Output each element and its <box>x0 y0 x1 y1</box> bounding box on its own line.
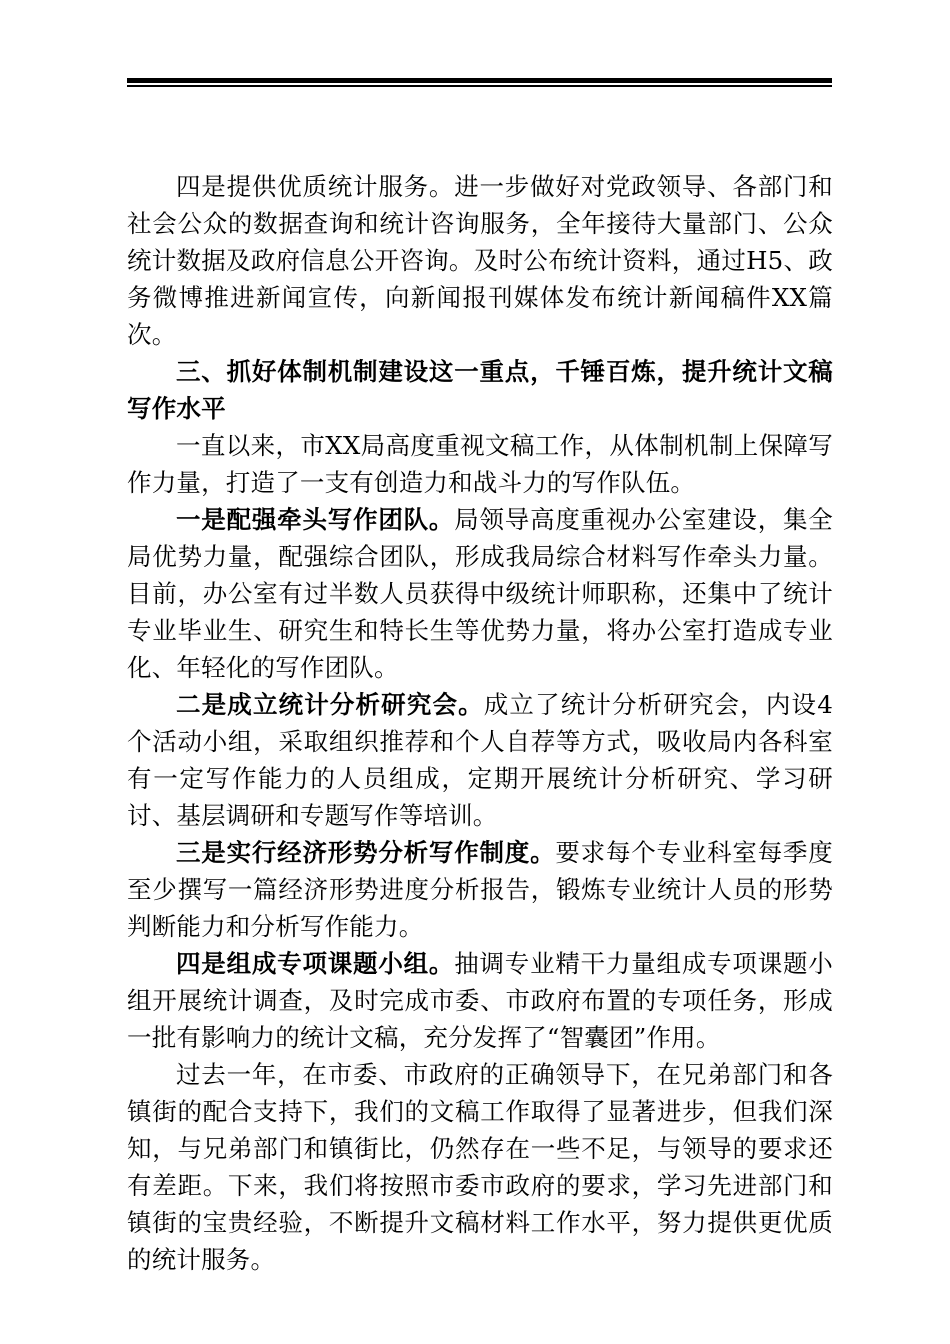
paragraph-text: 四是提供优质统计服务。进一步做好对党政领导、各部门和社会公众的数据查询和统计咨询服务，全年接待大量部门、公众统计数据及政府信息公开咨询。及时公布统计资料，通过H5、政务微博推进新闻宣传，向新闻报刊媒体发布统计新闻稿件XX篇次。 <box>127 172 833 349</box>
paragraph-statistical-services <box>127 168 833 353</box>
paragraph-text: 过去一年，在市委、市政府的正确领导下，在兄弟部门和各镇街的配合支持下，我们的文稿工作取得了显著进步，但我们深知，与兄弟部门和镇街比，仍然存在一些不足，与领导的要求还有差距。下来，我们将按照市委市政府的要求，学习先进部门和镇街的宝贵经验，不断提升文稿材料工作水平，努力提供更优质的统计服务。 <box>127 1060 833 1274</box>
paragraph-text: 抽调专业精干力量组成专项课题小组开展统计调查，及时完成市委、市政府布置的专项任务，形成一批有影响力的统计文稿，充分发挥了“智囊团”作用。 <box>127 949 834 1052</box>
paragraph-lead: 四是组成专项课题小组。 <box>176 949 455 978</box>
paragraph-lead: 一是配强牵头写作团队。 <box>176 505 455 534</box>
paragraph-point-two <box>127 686 833 834</box>
document-body <box>127 168 833 1278</box>
paragraph-point-one <box>127 501 833 686</box>
paragraph-lead: 二是成立统计分析研究会。 <box>176 690 484 719</box>
paragraph-point-three <box>127 834 833 945</box>
section-heading-three <box>127 353 833 427</box>
paragraph-lead: 三是实行经济形势分析写作制度。 <box>176 838 556 867</box>
paragraph-conclusion <box>127 1056 833 1278</box>
paragraph-text: 成立了统计分析研究会，内设4个活动小组，采取组织推荐和个人自荐等方式，吸收局内各科室有一定写作能力的人员组成，定期开展统计分析研究、学习研讨、基层调研和专题写作等培训。 <box>127 690 833 830</box>
header-double-rule <box>127 78 832 87</box>
header-rule-thick <box>127 78 832 83</box>
section-heading-text: 三、抓好体制机制建设这一重点，千锤百炼，提升统计文稿写作水平 <box>127 357 833 423</box>
paragraph-text: 局领导高度重视办公室建设，集全局优势力量，配强综合团队，形成我局综合材料写作牵头力量。目前，办公室有过半数人员获得中级统计师职称，还集中了统计专业毕业生、研究生和特长生等优势力量，将办公室打造成专业化、年轻化的写作团队。 <box>127 505 834 682</box>
paragraph-point-four <box>127 945 833 1056</box>
paragraph-text: 一直以来，市XX局高度重视文稿工作，从体制机制上保障写作力量，打造了一支有创造力和战斗力的写作队伍。 <box>127 431 833 497</box>
header-rule-thin <box>127 85 832 87</box>
paragraph-intro <box>127 427 833 501</box>
paragraph-text: 要求每个专业科室每季度至少撰写一篇经济形势进度分析报告，锻炼专业统计人员的形势判断能力和分析写作能力。 <box>127 838 834 941</box>
